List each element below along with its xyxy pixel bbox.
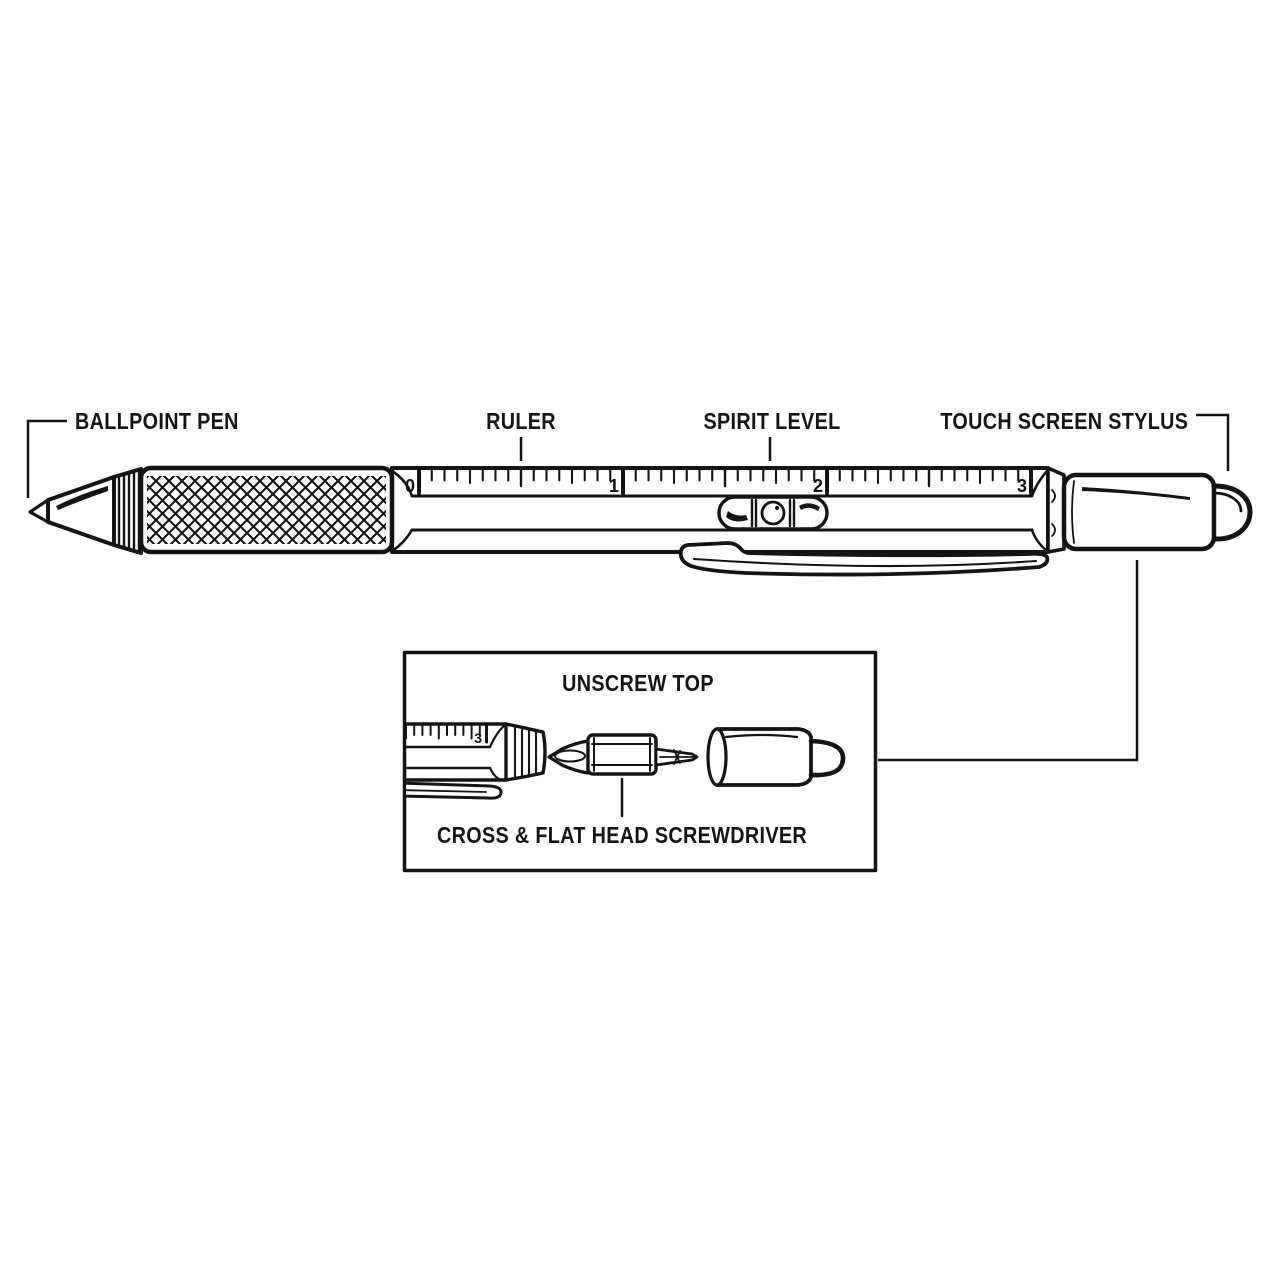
ruler-label: RULER — [486, 408, 556, 434]
ballpoint-tip-icon — [30, 469, 141, 553]
ruler-number-2: 2 — [812, 476, 823, 496]
unscrew-top-label: UNSCREW TOP — [562, 670, 714, 696]
cap-junction — [1048, 468, 1064, 552]
ballpoint-pen-leader-line — [28, 421, 67, 498]
spirit-level-window — [719, 497, 827, 529]
ballpoint-pen-label: BALLPOINT PEN — [75, 408, 239, 434]
inset-ruler-number: 3 — [474, 730, 482, 746]
ruler-number-3: 3 — [1016, 476, 1027, 496]
stylus-dome-icon — [1214, 486, 1250, 539]
knurled-grip — [141, 468, 392, 552]
cross-flat-head-label: CROSS & FLAT HEAD SCREWDRIVER — [436, 822, 808, 848]
spirit-level-label: SPIRIT LEVEL — [703, 408, 841, 434]
ruler-number-1: 1 — [608, 476, 619, 496]
pen-body — [30, 468, 1250, 575]
stylus-cap — [1064, 475, 1250, 549]
touch-screen-stylus-label: TOUCH SCREEN STYLUS — [940, 408, 1188, 434]
ruler-number-0: 0 — [404, 476, 415, 496]
stylus-leader-line — [1196, 415, 1228, 471]
unscrew-top-connector-line — [878, 560, 1137, 760]
